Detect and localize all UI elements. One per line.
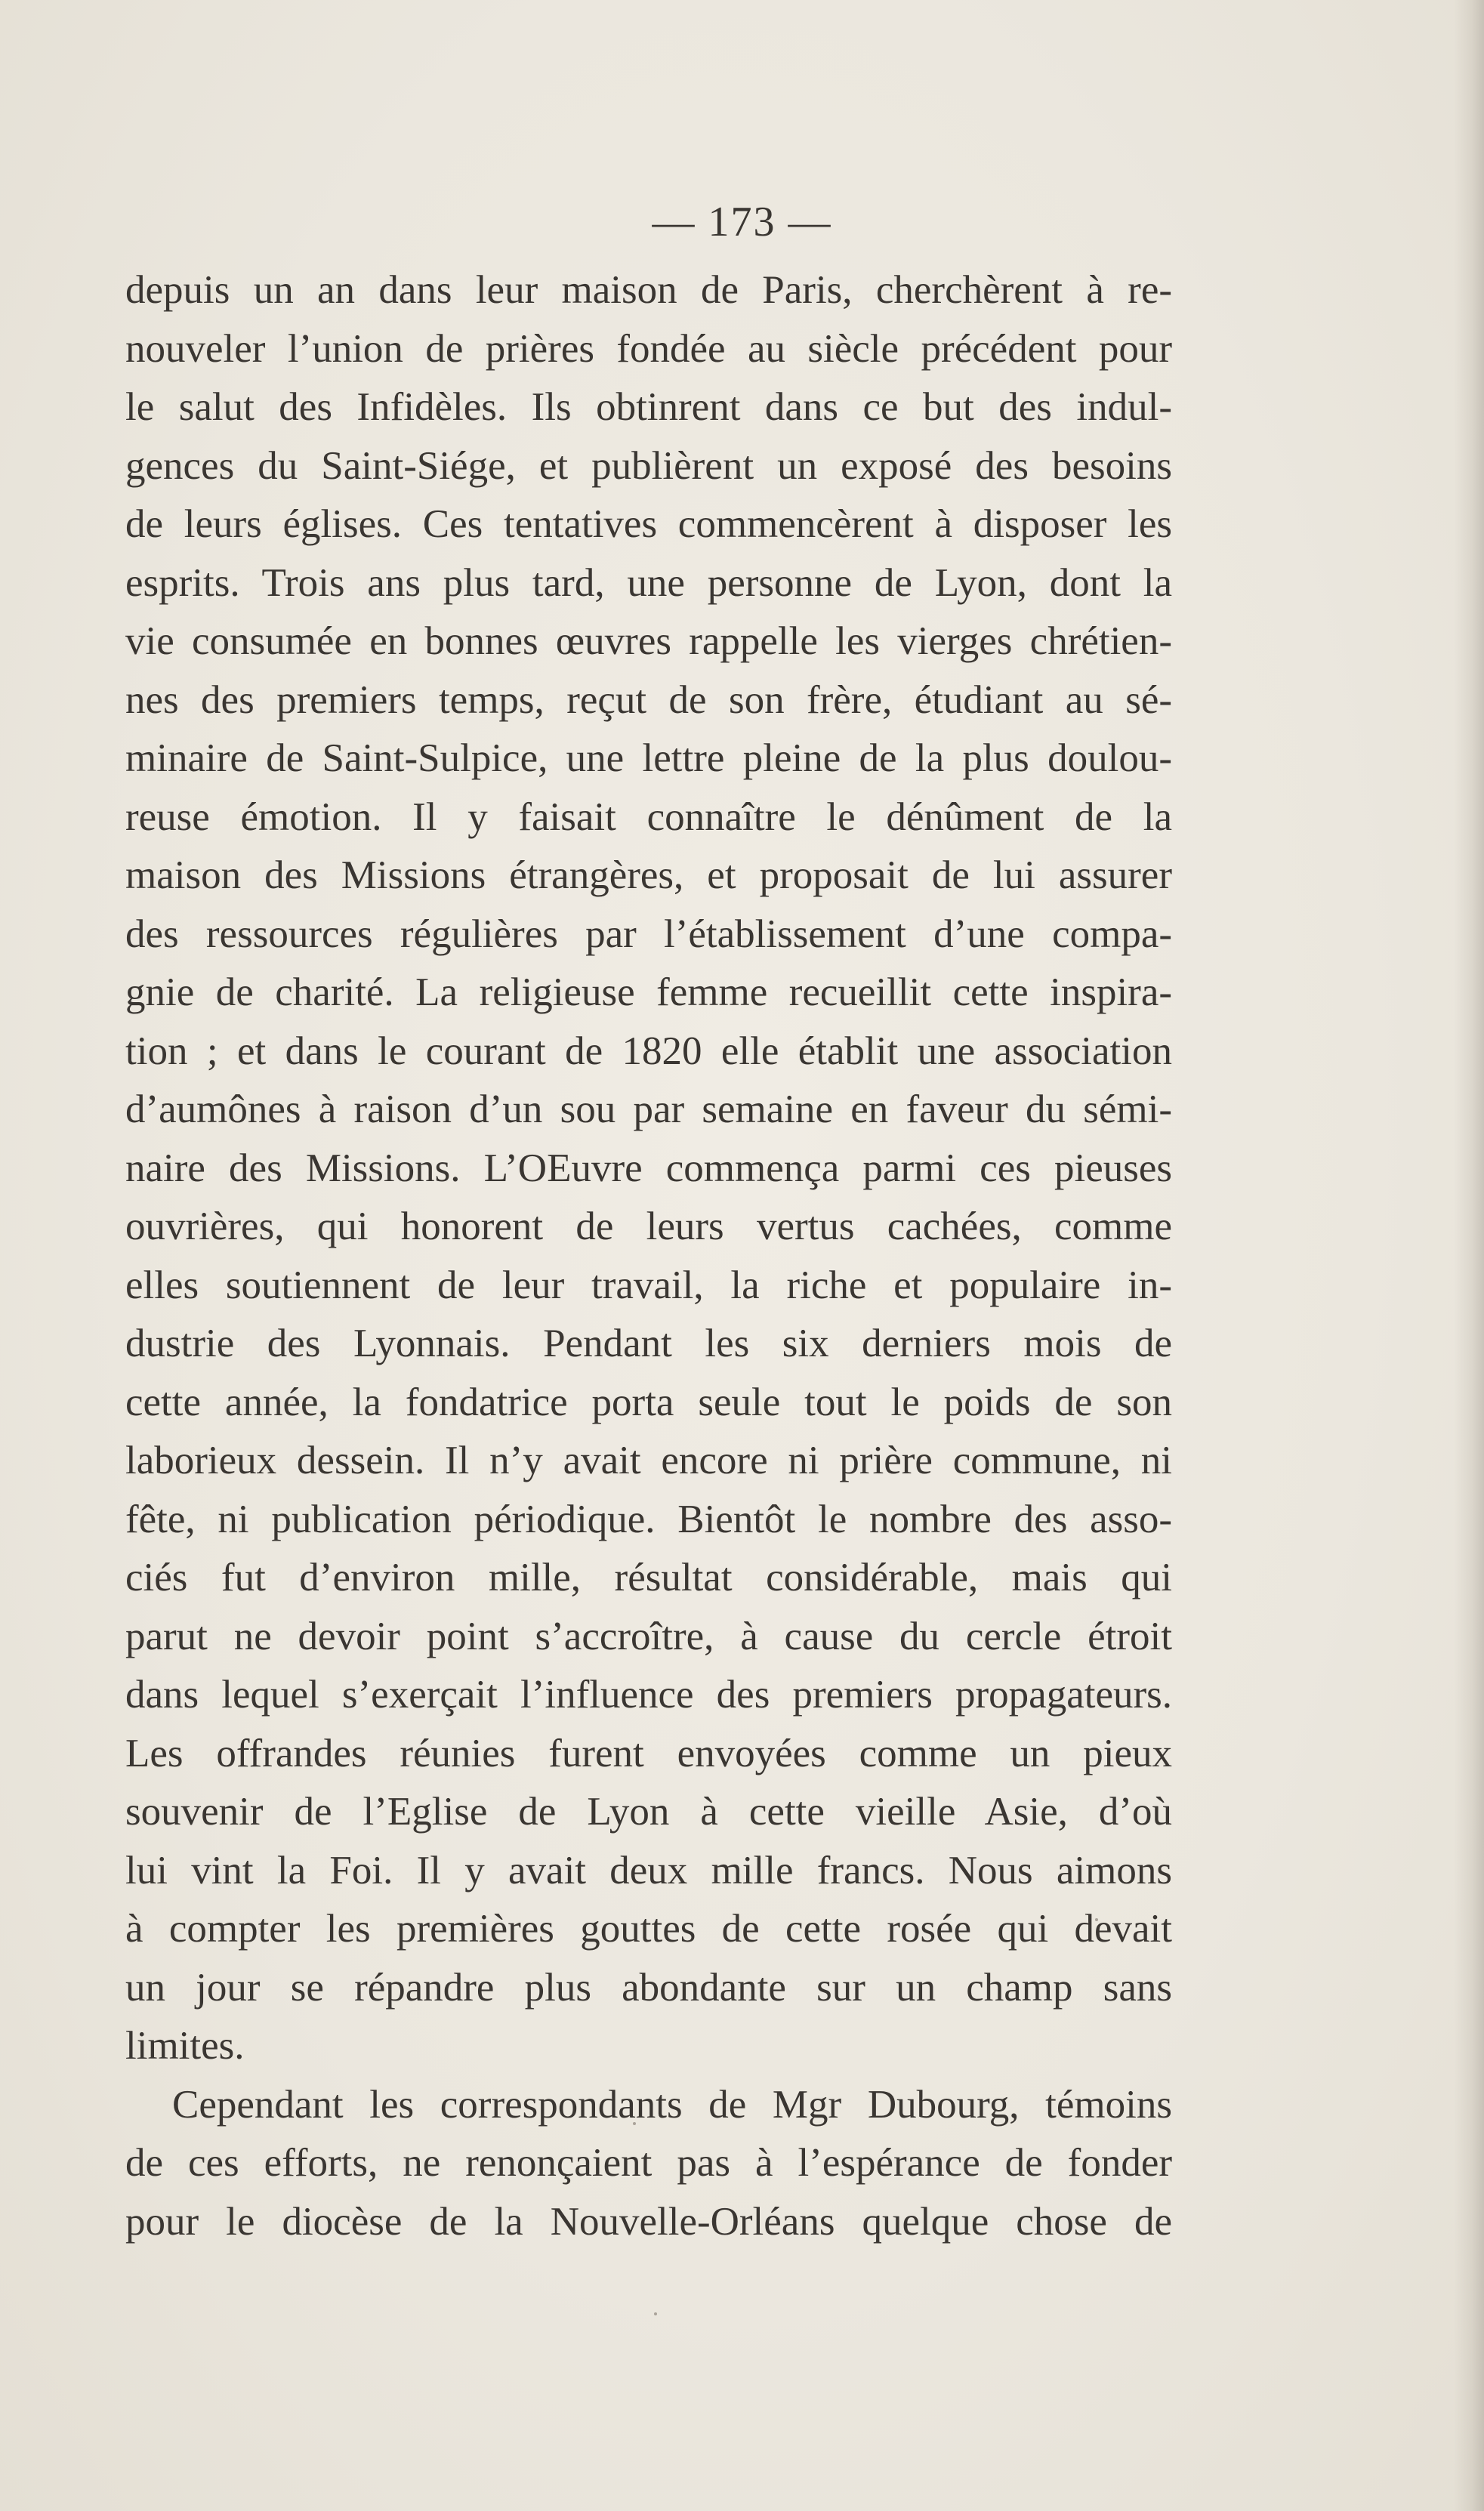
text-line: le salut des Infidèles. Ils obtinrent dans ce but des indul- — [125, 385, 1172, 429]
text-line: fête, ni publication périodique. Bientôt le nombre des asso- — [125, 1497, 1172, 1541]
text-line: dans lequel s’exerçait l’influence des premiers propagateurs. — [125, 1673, 1172, 1717]
page-edge-shadow — [1454, 0, 1484, 2511]
body-text — [125, 261, 1172, 2251]
paragraph — [125, 2076, 1172, 2252]
text-line: d’aumônes à raison d’un sou par semaine en faveur du sémi- — [125, 1087, 1172, 1131]
text-line: ciés fut d’environ mille, résultat considérable, mais qui — [125, 1556, 1172, 1599]
text-line: à compter les premières gouttes de cette rosée qui devait — [125, 1907, 1172, 1951]
text-line: lui vint la Foi. Il y avait deux mille francs. Nous aimons — [125, 1848, 1172, 1893]
paper-speck — [654, 2312, 657, 2315]
paper-speck — [1095, 1918, 1098, 1921]
text-line: esprits. Trois ans plus tard, une personne de Lyon, dont la — [125, 560, 1172, 605]
text-line: Cependant les correspondants de Mgr Dubourg, témoins — [172, 2082, 1172, 2127]
text-line: souvenir de l’Eglise de Lyon à cette vieille Asie, d’où — [125, 1790, 1172, 1834]
text-line: depuis un an dans leur maison de Paris, cherchèrent à re- — [125, 268, 1172, 312]
text-line: maison des Missions étrangères, et proposait de lui assurer — [125, 853, 1172, 897]
text-line: pour le diocèse de la Nouvelle-Orléans quelque chose de — [125, 2199, 1172, 2244]
text-line: vie consumée en bonnes œuvres rappelle les vierges chrétien- — [125, 619, 1172, 663]
text-line: elles soutiennent de leur travail, la riche et populaire in- — [125, 1263, 1172, 1307]
text-line: dustrie des Lyonnais. Pendant les six derniers mois de — [125, 1322, 1172, 1365]
text-line: tion ; et dans le courant de 1820 elle établit une association — [125, 1029, 1172, 1073]
text-line: un jour se répandre plus abondante sur un champ sans — [125, 1965, 1172, 2010]
text-line: limites. — [125, 2024, 245, 2068]
text-line: laborieux dessein. Il n’y avait encore ni prière commune, ni — [125, 1439, 1172, 1482]
text-line: nes des premiers temps, reçut de son frère, étudiant au sé- — [125, 677, 1172, 722]
text-line: minaire de Saint-Sulpice, une lettre pleine de la plus doulou- — [125, 736, 1172, 780]
paragraph — [125, 261, 1172, 2076]
text-line: parut ne devoir point s’accroître, à cause du cercle étroit — [125, 1614, 1172, 1658]
text-line: cette année, la fondatrice porta seule tout le poids de son — [125, 1380, 1172, 1424]
text-line: reuse émotion. Il y faisait connaître le dénûment de la — [125, 794, 1172, 839]
text-line: des ressources régulières par l’établissement d’une compa- — [125, 912, 1172, 956]
page-number: — 173 — — [652, 199, 832, 245]
text-line: de ces efforts, ne renonçaient pas à l’espérance de fonder — [125, 2141, 1172, 2185]
text-line: nouveler l’union de prières fondée au siècle précédent pour — [125, 326, 1172, 371]
text-line: de leurs églises. Ces tentatives commencèrent à disposer les — [125, 502, 1172, 546]
text-line: gences du Saint-Siége, et publièrent un exposé des besoins — [125, 443, 1172, 488]
text-line: gnie de charité. La religieuse femme recueillit cette inspira- — [125, 970, 1172, 1014]
text-line: ouvrières, qui honorent de leurs vertus cachées, comme — [125, 1205, 1172, 1248]
paper-speck — [633, 2122, 636, 2125]
text-line: Les offrandes réunies furent envoyées comme un pieux — [125, 1731, 1172, 1775]
text-line: naire des Missions. L’OEuvre commença parmi ces pieuses — [125, 1146, 1172, 1190]
